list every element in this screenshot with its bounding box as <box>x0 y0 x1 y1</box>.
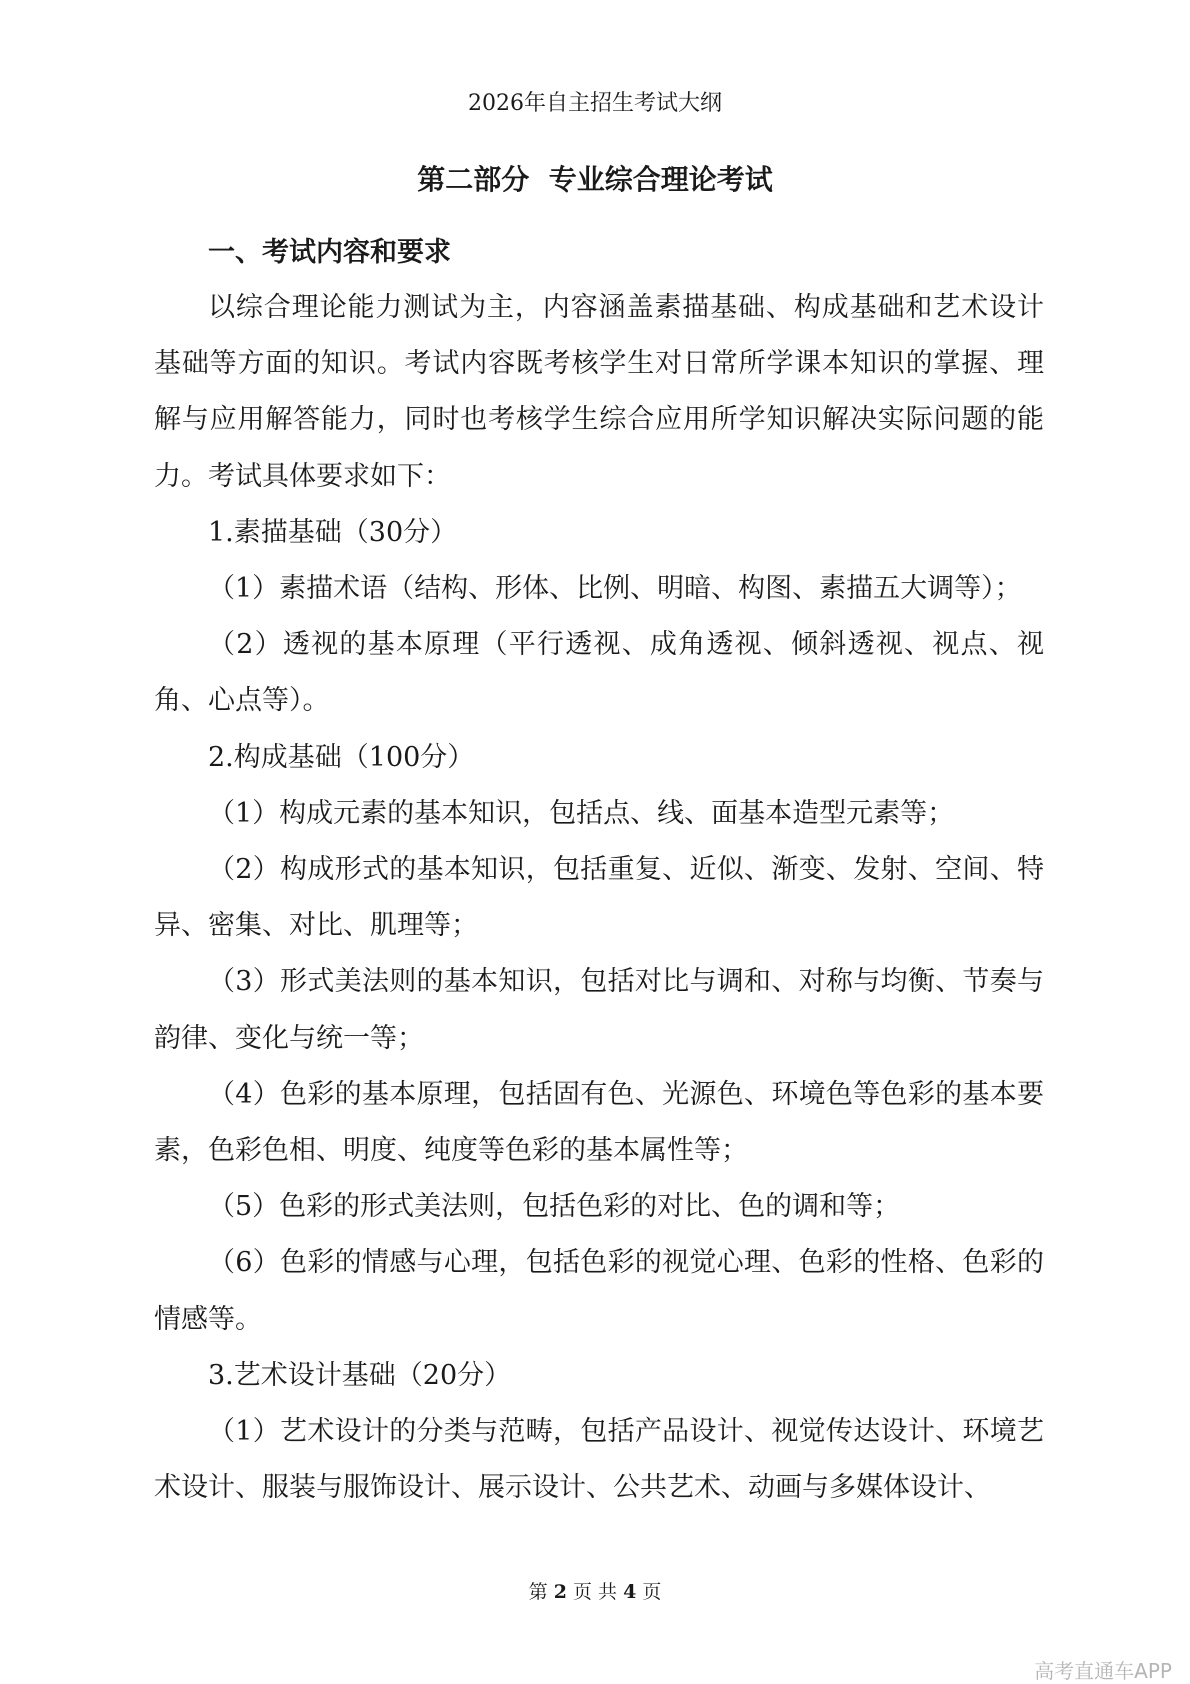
page-number-prefix: 第 <box>528 1581 548 1603</box>
document-header: 2026年自主招生考试大纲 <box>468 91 722 116</box>
paragraph-composition-2: （2）构成形式的基本知识，包括重复、近似、渐变、发射、空间、特异、密集、对比、肌理等； <box>154 854 1044 942</box>
watermark: 高考直通车APP <box>1034 1659 1172 1683</box>
paragraph-composition-heading: 2.构成基础（100分） <box>208 741 475 773</box>
paragraph-sketch-heading: 1.素描基础（30分） <box>208 516 458 548</box>
paragraph-composition-3: （3）形式美法则的基本知识，包括对比与调和、对称与均衡、节奏与韵律、变化与统一等； <box>154 966 1044 1054</box>
body-text <box>154 280 1044 1516</box>
page-number <box>0 1577 1190 1604</box>
paragraph-design-heading: 3.艺术设计基础（20分） <box>208 1359 512 1391</box>
section-title: 一、考试内容和要求 <box>208 237 451 268</box>
paragraph-composition-4: （4）色彩的基本原理，包括固有色、光源色、环境色等色彩的基本要素，色彩色相、明度、纯度等色彩的基本属性等； <box>154 1078 1044 1167</box>
part-title: 第二部分 专业综合理论考试 <box>417 163 773 196</box>
paragraph-design-1: （1）艺术设计的分类与范畴，包括产品设计、视觉传达设计、环境艺术设计、服装与服饰设计、展示设计、公共艺术、动画与多媒体设计、 <box>154 1416 1044 1504</box>
paragraph-sketch-2: （2）透视的基本原理（平行透视、成角透视、倾斜透视、视点、视角、心点等）。 <box>154 629 1044 717</box>
paragraph-composition-1: （1）构成元素的基本知识，包括点、线、面基本造型元素等； <box>208 797 955 829</box>
paragraph-intro: 以综合理论能力测试为主，内容涵盖素描基础、构成基础和艺术设计基础等方面的知识。考试内容既考核学生对日常所学课本知识的掌握、理解与应用解答能力，同时也考核学生综合应用所学知识解决实际问题的能力。考试具体要求如下： <box>154 292 1044 492</box>
paragraph-sketch-1: （1）素描术语（结构、形体、比例、明暗、构图、素描五大调等）； <box>208 573 1022 605</box>
page-number-suffix: 页 <box>642 1581 662 1603</box>
page-number-middle: 页 共 <box>572 1581 618 1603</box>
page-number-total: 4 <box>623 1581 637 1603</box>
paragraph-composition-5: （5）色彩的形式美法则，包括色彩的对比、色的调和等； <box>208 1191 901 1223</box>
page-number-current: 2 <box>553 1581 567 1603</box>
paragraph-composition-6: （6）色彩的情感与心理，包括色彩的视觉心理、色彩的性格、色彩的情感等。 <box>154 1247 1044 1335</box>
